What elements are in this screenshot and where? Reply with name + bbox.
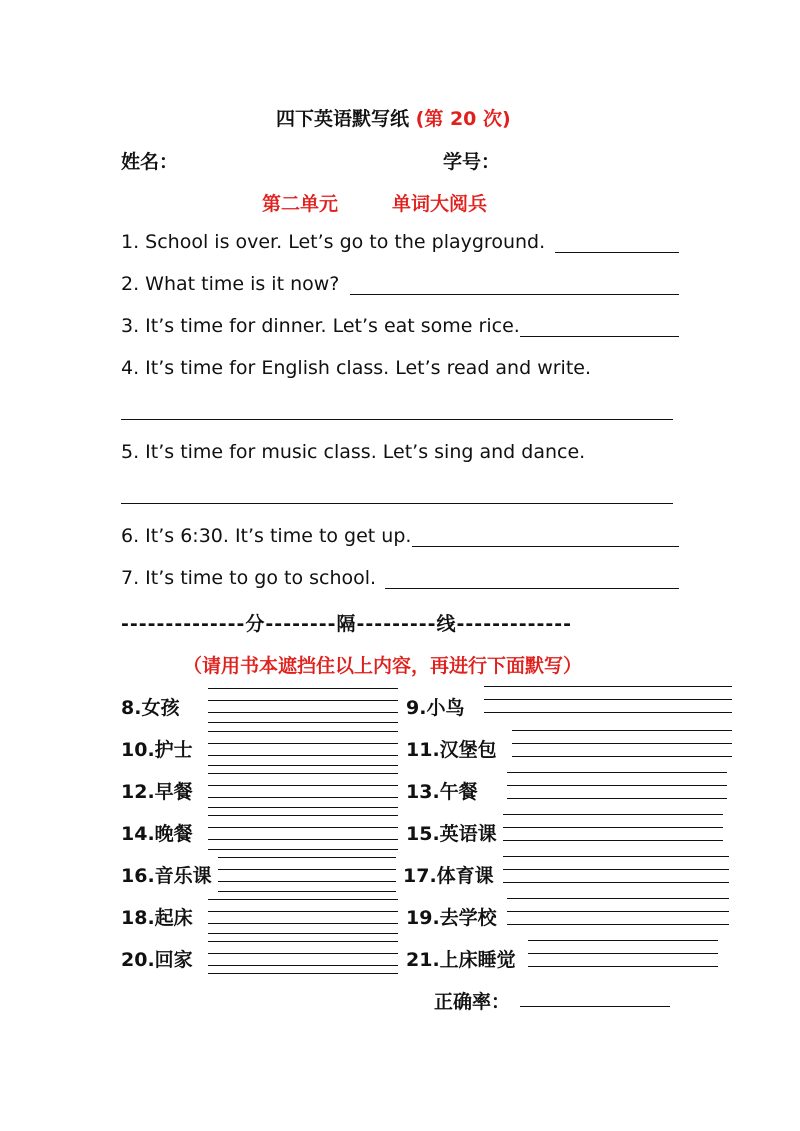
vocab-label-17: 17.体育课: [403, 865, 494, 887]
vocab-line-11b[interactable]: [512, 743, 732, 744]
vocab-line-9a[interactable]: [484, 686, 732, 687]
student-id-label: 学号：: [443, 151, 501, 173]
vocab-line-11a[interactable]: [512, 730, 732, 731]
vocab-line-16c[interactable]: [218, 881, 396, 882]
title-session: (第 20 次): [415, 108, 511, 130]
title-main: 四下英语默写纸: [276, 108, 410, 130]
vocab-line-21c[interactable]: [528, 966, 718, 967]
vocab-line-8d[interactable]: [208, 722, 398, 723]
answer-line-3[interactable]: [520, 336, 679, 337]
vocab-line-10d[interactable]: [208, 765, 398, 766]
divider-dashes-3: ---------: [356, 613, 437, 635]
vocab-label-11: 11.汉堡包: [406, 739, 497, 761]
vocab-line-11c[interactable]: [512, 756, 732, 757]
vocab-line-9c[interactable]: [484, 712, 732, 713]
vocab-line-18b[interactable]: [208, 911, 398, 912]
page-title: [276, 104, 511, 131]
answer-line-7[interactable]: [385, 588, 679, 589]
vocab-line-16d[interactable]: [218, 891, 396, 892]
vocab-label-13: 13.午餐: [406, 781, 478, 803]
vocab-line-13c[interactable]: [507, 798, 727, 799]
divider-dashes-1: --------------: [121, 613, 246, 635]
vocab-line-12a[interactable]: [208, 773, 398, 774]
sentence-6: 6. It’s 6:30. It’s time to get up.: [121, 525, 412, 547]
vocab-line-13a[interactable]: [507, 772, 727, 773]
vocab-line-20d[interactable]: [208, 973, 398, 974]
vocab-line-18c[interactable]: [208, 923, 398, 924]
vocab-line-17a[interactable]: [503, 856, 729, 857]
vocab-line-8b[interactable]: [208, 700, 398, 701]
vocab-line-12b[interactable]: [208, 785, 398, 786]
vocab-line-10a[interactable]: [208, 731, 398, 732]
divider-word-3: 线: [436, 613, 457, 635]
instruction: （请用书本遮挡住以上内容，再进行下面默写）: [183, 655, 583, 677]
vocab-line-8c[interactable]: [208, 712, 398, 713]
sentence-2: 2. What time is it now?: [121, 273, 340, 295]
vocab-line-10b[interactable]: [208, 743, 398, 744]
vocab-line-20c[interactable]: [208, 965, 398, 966]
divider-dashes-2: --------: [265, 613, 337, 635]
accuracy-label: 正确率：: [434, 991, 511, 1013]
vocab-line-19b[interactable]: [507, 911, 729, 912]
accuracy-input-line[interactable]: [520, 1006, 670, 1007]
answer-line-2[interactable]: [350, 294, 679, 295]
vocab-label-14: 14.晚餐: [121, 823, 193, 845]
vocab-line-14b[interactable]: [208, 827, 398, 828]
vocab-line-19a[interactable]: [507, 898, 729, 899]
divider-dashes-4: -------------: [456, 613, 573, 635]
name-label: 姓名：: [121, 151, 179, 173]
vocab-label-10: 10.护士: [121, 739, 193, 761]
answer-line-6[interactable]: [412, 546, 679, 547]
vocab-line-21b[interactable]: [528, 953, 718, 954]
vocab-line-9b[interactable]: [484, 699, 732, 700]
vocab-line-17b[interactable]: [503, 869, 729, 870]
vocab-line-21a[interactable]: [528, 940, 718, 941]
sentence-4: 4. It’s time for English class. Let’s read and write.: [121, 357, 592, 379]
vocab-line-18d[interactable]: [208, 933, 398, 934]
vocab-line-15a[interactable]: [503, 814, 723, 815]
vocab-line-16a[interactable]: [218, 857, 396, 858]
vocab-line-18a[interactable]: [208, 899, 398, 900]
vocab-label-19: 19.去学校: [406, 907, 497, 929]
vocab-label-18: 18.起床: [121, 907, 193, 929]
vocab-line-13b[interactable]: [507, 785, 727, 786]
vocab-line-14d[interactable]: [208, 849, 398, 850]
answer-line-5[interactable]: [121, 503, 673, 504]
vocab-line-12c[interactable]: [208, 797, 398, 798]
vocab-line-10c[interactable]: [208, 755, 398, 756]
vocab-label-16: 16.音乐课: [121, 865, 212, 887]
vocab-label-9: 9.小鸟: [406, 697, 465, 719]
answer-line-4[interactable]: [121, 419, 673, 420]
vocab-line-14a[interactable]: [208, 815, 398, 816]
vocab-line-16b[interactable]: [218, 869, 396, 870]
vocab-line-20b[interactable]: [208, 953, 398, 954]
unit-name: 第二单元: [262, 193, 339, 215]
vocab-label-20: 20.回家: [121, 949, 193, 971]
sentence-3: 3. It’s time for dinner. Let’s eat some rice.: [121, 315, 520, 337]
vocab-label-12: 12.早餐: [121, 781, 193, 803]
vocab-line-8a[interactable]: [208, 688, 398, 689]
divider-word-2: 隔: [336, 613, 357, 635]
vocab-label-21: 21.上床睡觉: [406, 949, 516, 971]
sentence-7: 7. It’s time to go to school.: [121, 567, 377, 589]
divider-word-1: 分: [245, 613, 266, 635]
vocab-line-14c[interactable]: [208, 839, 398, 840]
vocab-line-17c[interactable]: [503, 882, 729, 883]
vocab-label-8: 8.女孩: [121, 697, 180, 719]
vocab-label-15: 15.英语课: [406, 823, 497, 845]
sentence-1: 1. School is over. Let’s go to the playground.: [121, 231, 546, 253]
vocab-line-19c[interactable]: [507, 924, 729, 925]
divider-line: [121, 609, 572, 636]
vocab-line-20a[interactable]: [208, 941, 398, 942]
vocab-line-15b[interactable]: [503, 827, 723, 828]
sentence-5: 5. It’s time for music class. Let’s sing and dance.: [121, 441, 586, 463]
vocab-line-12d[interactable]: [208, 807, 398, 808]
answer-line-1[interactable]: [555, 252, 679, 253]
section-name: 单词大阅兵: [392, 193, 488, 215]
vocab-line-15c[interactable]: [503, 840, 723, 841]
